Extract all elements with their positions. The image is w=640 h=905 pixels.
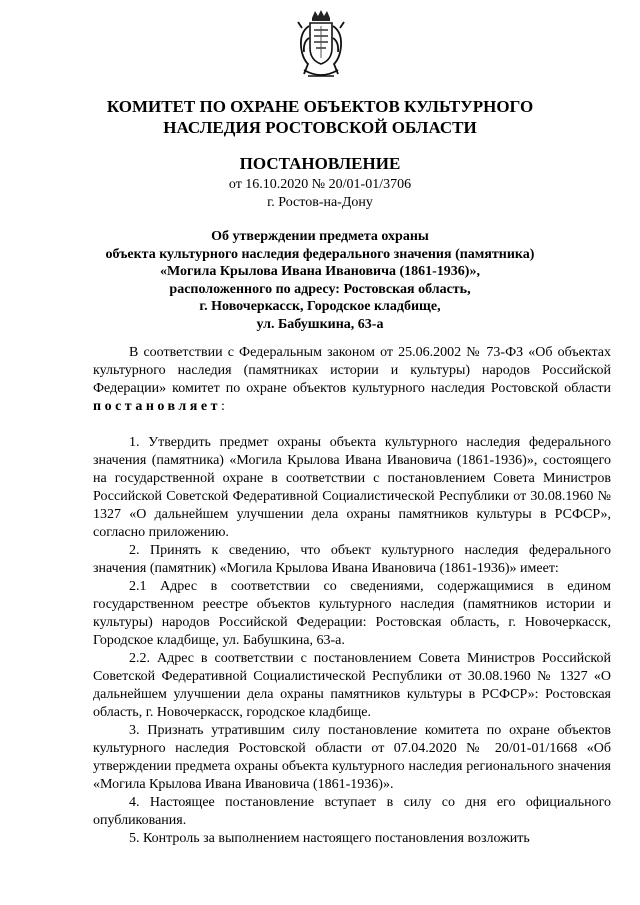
preamble-paragraph [93,344,611,416]
document-title [0,228,640,333]
document-title-line: «Могила Крылова Ивана Ивановича (1861-1936)», [160,264,480,279]
coat-of-arms-icon [292,8,350,82]
document-title-line: расположенного по адресу: Ростовская область, [169,281,471,297]
organization-name-line2: НАСЛЕДИЯ РОСТОВСКОЙ ОБЛАСТИ [163,118,477,137]
organization-name-line1: КОМИТЕТ ПО ОХРАНЕ ОБЪЕКТОВ КУЛЬТУРНОГО [106,97,534,116]
paragraph-4: 4. Настоящее постановление вступает в силу со дня его официального опубликования. [93,795,611,828]
paragraph-2-1: 2.1 Адрес в соответствии со сведениями, содержащимися в едином государственном реестре объектов культурного наследия (памятников истории и культуры) народов Российской Федерации: Ростовская область, г. Новочеркасск, Городское кладбище, ул. Бабушкина, 63-а. [93,579,611,648]
paragraph-2: 2. Принять к сведению, что объект культурного наследия федерального значения (памятник) «Могила Крылова Ивана Ивановича (1861-1936)» имеет: [93,543,611,576]
organization-name [0,96,640,138]
document-title-line: объекта культурного наследия федерального значения (памятника) [105,246,535,262]
paragraph-3: 3. Признать утратившим силу постановление комитета по охране объектов культурного наследия Ростовской области от 07.04.2020 № 20/01-01/1668 «Об утверждении предмета охраны объекта культурного наследия регионального значения «Могила Крылова Ивана Ивановича (1861-1936)». [93,723,611,792]
document-body [93,344,611,848]
paragraph-2-2: 2.2. Адрес в соответствии с постановлением Совета Министров Российской Советской Федеративной Социалистической Республики от 30.08.1960 № 1327 «О дальнейшем улучшении дела охраны памятников культуры в РСФСР»: Ростовская область, г. Новочеркасск, городское кладбище. [93,651,611,720]
document-title-line: г. Новочеркасск, Городское кладбище, [199,299,441,314]
decree-colon: : [220,399,225,414]
paragraph-5: 5. Контроль за выполнением настоящего постановления возложить [129,831,530,846]
document-city: г. Ростов-на-Дону [267,195,373,210]
paragraph-1: 1. Утвердить предмет охраны объекта культурного наследия федерального значения (памятника) «Могила Крылова Ивана Ивановича (1861-1936)», состоящего на государственной охране в соответствии с постановлением Совета Министров Российской Советской Федеративной Социалистической Республики от 30.08.1960 № 1327 «О дальнейшем улучшении дела охраны памятников культуры в РСФСР», согласно приложению. [93,435,611,540]
preamble-text: В соответствии с Федеральным законом от 25.06.2002 № 73-ФЗ «Об объектах культурного наследия (памятниках истории и культуры) народов Российской Федерации» комитет по охране объектов культурного наследия Ростовской области [93,345,611,396]
document-title-line: ул. Бабушкина, 63-а [256,316,384,332]
document-title-line: Об утверждении предмета охраны [211,229,429,244]
document-type: ПОСТАНОВЛЕНИЕ [239,154,401,173]
decree-word: постановляет [93,399,221,414]
document-date-number: от 16.10.2020 № 20/01-01/3706 [228,177,412,192]
paragraph-gap [93,416,611,434]
